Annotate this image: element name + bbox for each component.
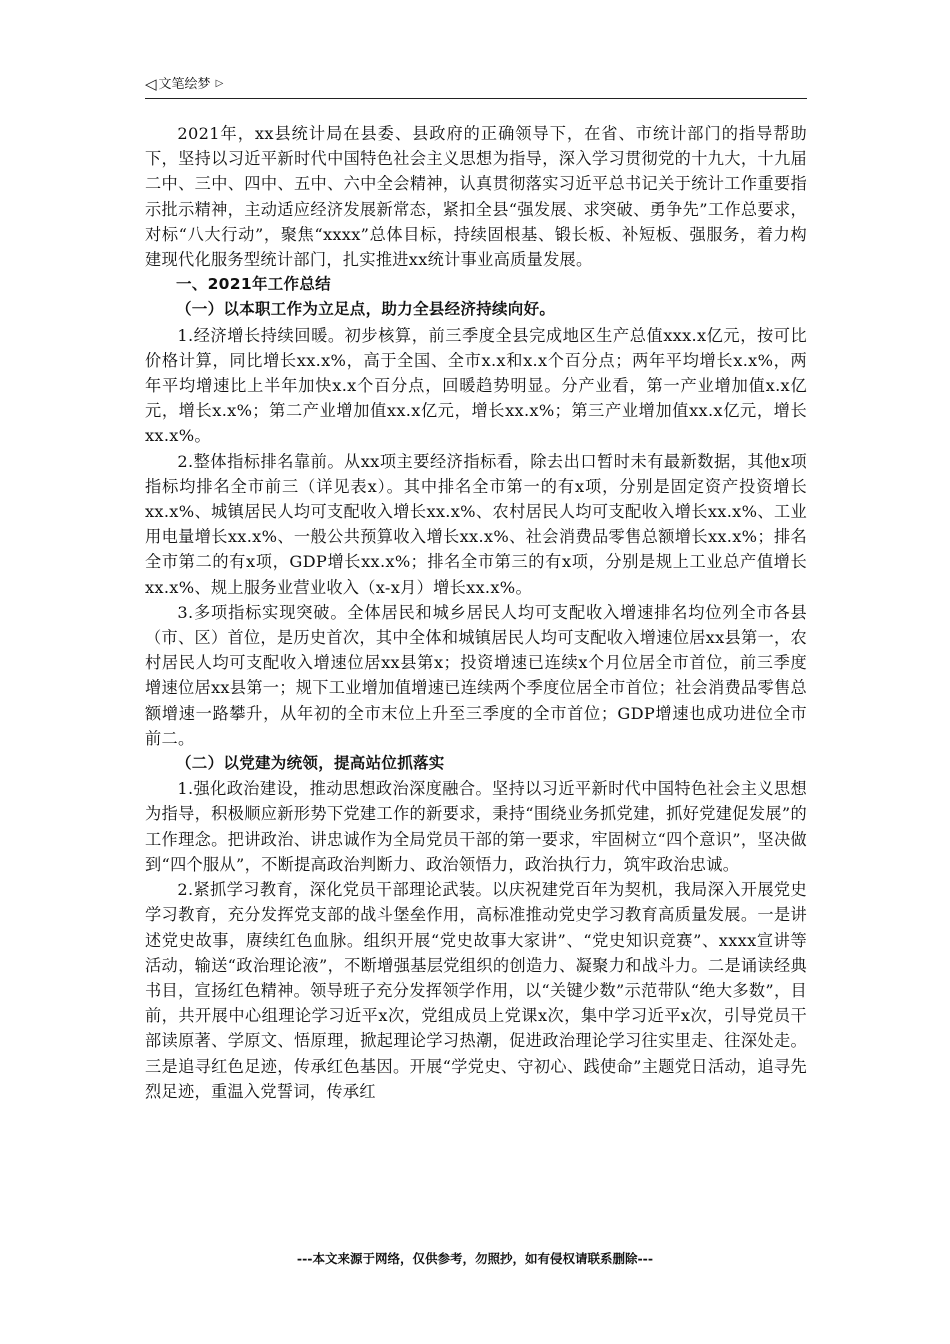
footer-notice: ---本文来源于网络，仅供参考，勿照抄，如有侵权请联系删除--- <box>296 1251 654 1266</box>
paragraph-study-education: 2.紧抓学习教育，深化党员干部理论武装。以庆祝建党百年为契机，我局深入开展党史学习教育，充分发挥党支部的战斗堡垒作用，高标准推动党史学习教育高质量发展。一是讲述党史故事，赓续红色血脉。组织开展“党史故事大家讲”、“党史知识竞赛”、xxxx宣讲等活动，输送“政治理论液”，不断增强基层党组织的创造力、凝聚力和战斗力。二是诵读经典书目，宣扬红色精神。领导班子充分发挥领学作用，以“关键少数”示范带队“绝大多数”，目前，共开展中心组理论学习近平x次，党组成员上党课x次，集中学习近平x次，引导党员干部读原著、学原文、悟原理，掀起理论学习热潮，促进政治理论学习往实里走、往深处走。三是追寻红色足迹，传承红色基因。开展“学党史、守初心、践使命”主题党日活动，追寻先烈足迹，重温入党誓词，传承红 <box>145 880 807 1101</box>
subsection-heading-2: （二）以党建为统领，提高站位抓落实 <box>176 754 445 773</box>
subsection-heading-1: （一）以本职工作为立足点，助力全县经济持续向好。 <box>176 300 556 319</box>
page-header <box>145 74 807 99</box>
triangle-right-icon: ▷ <box>215 78 224 89</box>
brand <box>145 74 223 95</box>
paragraph-indicator-ranking: 2.整体指标排名靠前。从xx项主要经济指标看，除去出口暂时未有最新数据，其他x项指标均排名全市前三（详见表x）。其中排名全市第一的有x项，分别是固定资产投资增长xx.x%、城镇居民人均可支配收入增长xx.x%、农村居民人均可支配收入增长xx.x%、工业用电量增长xx.x%、一般公共预算收入增长xx.x%、社会消费品零售总额增长xx.x%；排名全市第二的有x项，GDP增长xx.x%；排名全市第三的有x项，分别是规上工业总产值增长xx.x%、规上服务业营业收入（x-x月）增长xx.x%。 <box>145 451 807 597</box>
intro-paragraph: 2021年，xx县统计局在县委、县政府的正确领导下，在省、市统计部门的指导帮助下，坚持以习近平新时代中国特色社会主义思想为指导，深入学习贯彻党的十九大，十九届二中、三中、四中、五中、六中全会精神，认真贯彻落实习近平总书记关于统计工作重要指示批示精神，主动适应经济发展新常态，紧扣全县“强发展、求突破、勇争先”工作总要求，对标“八大行动”，聚焦“xxxx”总体目标，持续固根基、锻长板、补短板、强服务，着力构建现代化服务型统计部门，扎实推进xx统计事业高质量发展。 <box>145 124 807 270</box>
paragraph-political-building: 1.强化政治建设，推动思想政治深度融合。坚持以习近平新时代中国特色社会主义思想为指导，积极顺应新形势下党建工作的新要求，秉持“围绕业务抓党建，抓好党建促发展”的工作理念。把讲政治、讲忠诚作为全局党员干部的第一要求，牢固树立“四个意识”，坚决做到“四个服从”，不断提高政治判断力、政治领悟力，政治执行力，筑牢政治忠诚。 <box>145 779 807 874</box>
paragraph-indicator-breakthrough: 3.多项指标实现突破。全体居民和城乡居民人均可支配收入增速排名均位列全市各县（市、区）首位，是历史首次，其中全体和城镇居民人均可支配收入增速位居xx县第一，农村居民人均可支配收入增速位居xx县第x；投资增速已连续x个月位居全市首位，前三季度增速位居xx县第一；规下工业增加值增速已连续两个季度位居全市首位；社会消费品零售总额增速一路攀升，从年初的全市末位上升至三季度的全市首位；GDP增速也成功进位全市前二。 <box>145 602 807 748</box>
section-heading: 一、2021年工作总结 <box>176 275 331 294</box>
triangle-left-icon: ◁ <box>145 75 157 93</box>
paragraph-economic-growth: 1.经济增长持续回暖。初步核算，前三季度全县完成地区生产总值xxx.x亿元，按可比价格计算，同比增长xx.x%，高于全国、全市x.x和x.x个百分点；两年平均增长x.x%，两年平均增速比上半年加快x.x个百分点，回暖趋势明显。分产业看，第一产业增加值x.x亿元，增长x.x%；第二产业增加值xx.x亿元，增长xx.x%；第三产业增加值xx.x亿元，增长xx.x%。 <box>145 325 807 446</box>
brand-name: 文笔绘梦 <box>158 77 211 92</box>
document-body <box>145 121 807 1104</box>
